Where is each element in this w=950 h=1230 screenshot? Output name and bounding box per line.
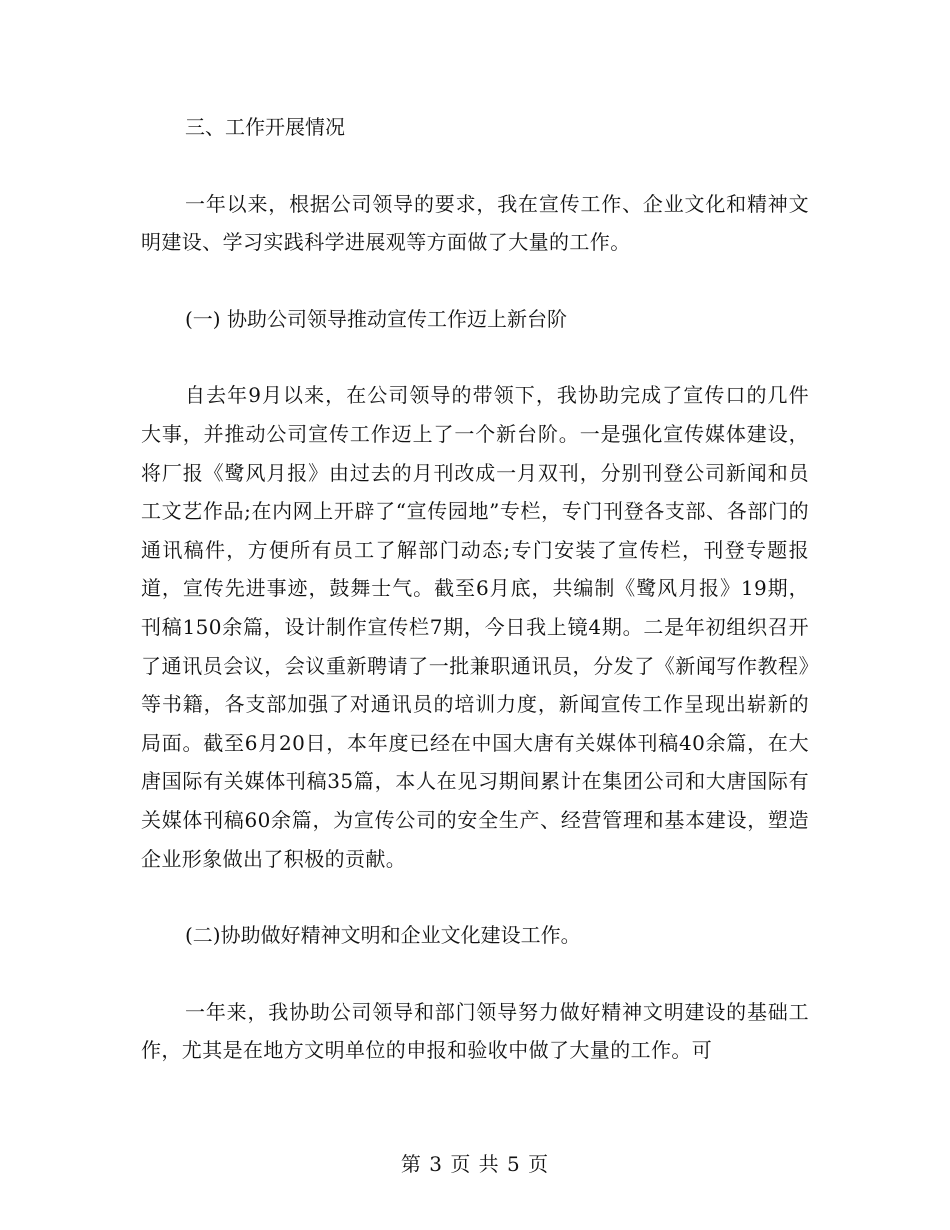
paragraph-culture: 一年来，我协助公司领导和部门领导努力做好精神文明建设的基础工作，尤其是在地方文明单位的申报和验收中做了大量的工作。可 (141, 999, 809, 1063)
section-heading: 三、工作开展情况 (185, 115, 345, 139)
paragraph-intro: 一年以来，根据公司领导的要求，我在宣传工作、企业文化和精神文明建设、学习实践科学进展观等方面做了大量的工作。 (141, 191, 809, 255)
document-body (141, 108, 809, 1070)
paragraph-spacer (141, 262, 809, 300)
paragraph-publicity: 自去年9月以来，在公司领导的带领下，我协助完成了宣传口的几件大事，并推动公司宣传工作迈上了一个新台阶。一是强化宣传媒体建设，将厂报《鹭风月报》由过去的月刊改成一月双刊，分别刊登公司新闻和员工文艺作品;在内网上开辟了“宣传园地”专栏，专门刊登各支部、各部门的通讯稿件，方便所有员工了解部门动态;专门安装了宣传栏，刊登专题报道，宣传先进事迹，鼓舞士气。截至6月底，共编制《鹭风月报》19期，刊稿150余篇，设计制作宣传栏7期，今日我上镜4期。二是年初组织召开了通讯员会议，会议重新聘请了一批兼职通讯员，分发了《新闻写作教程》等书籍，各支部加强了对通讯员的培训力度，新闻宣传工作呈现出崭新的局面。截至6月20日，本年度已经在中国大唐有关媒体刊稿40余篇，在大唐国际有关媒体刊稿35篇，本人在见习期间累计在集团公司和大唐国际有关媒体刊稿60余篇，为宣传公司的安全生产、经营管理和基本建设，塑造企业形象做出了积极的贡献。 (141, 383, 809, 871)
paragraph-spacer (141, 878, 809, 916)
paragraph-spacer (141, 147, 809, 185)
paragraph-spacer (141, 955, 809, 993)
page-number-footer: 第 3 页 共 5 页 (400, 1152, 550, 1176)
subheading-culture: (二)协助做好精神文明和企业文化建设工作。 (185, 923, 581, 948)
subheading-publicity: (一) 协助公司领导推动宣传工作迈上新台阶 (185, 306, 567, 331)
paragraph-spacer (141, 338, 809, 376)
